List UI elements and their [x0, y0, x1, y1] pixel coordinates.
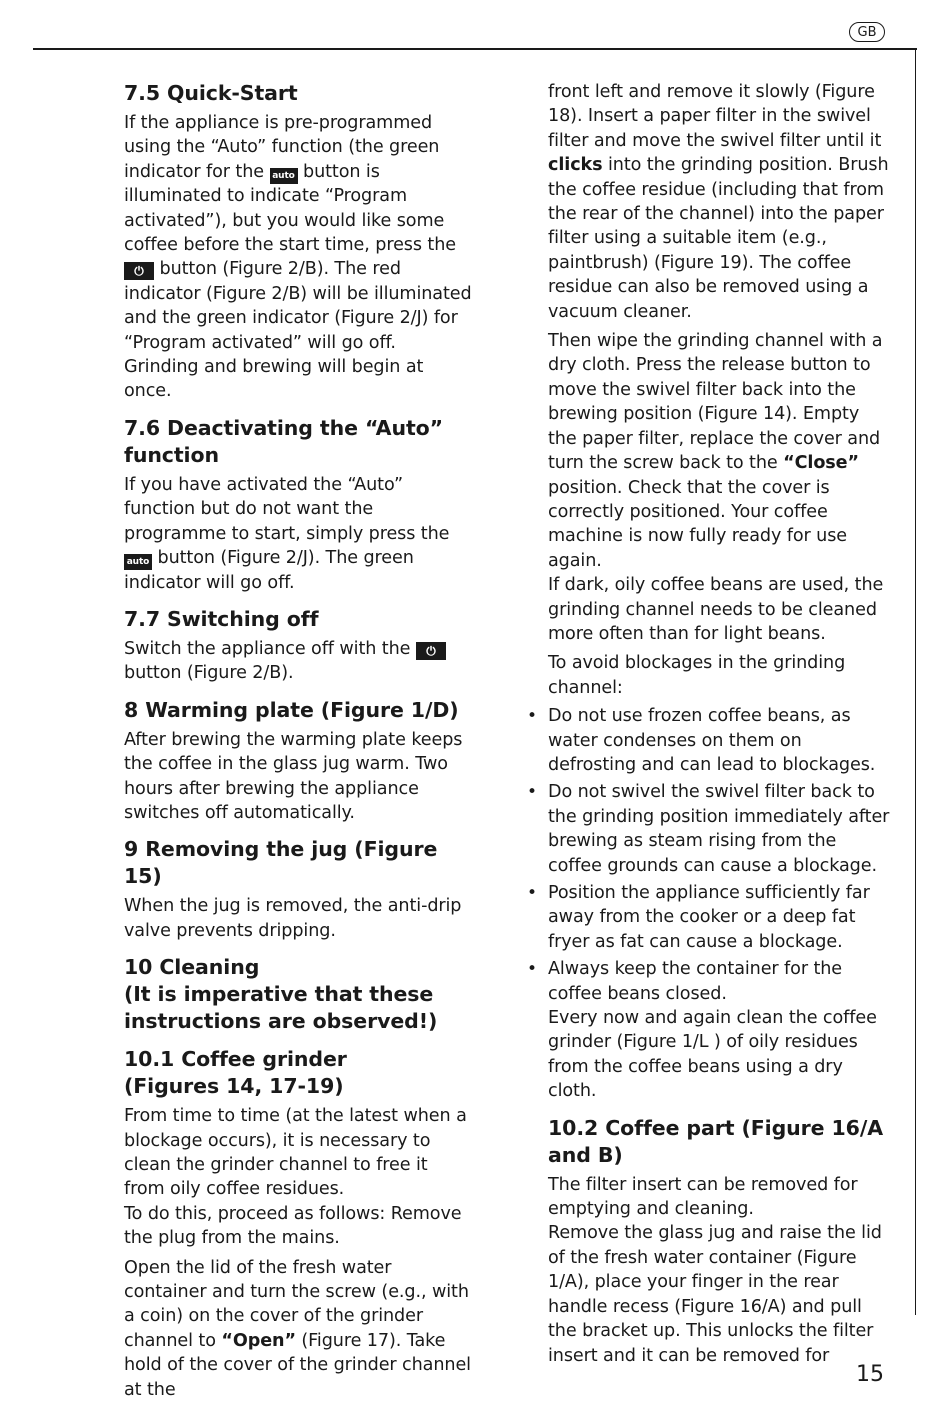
page-number: 15	[856, 1362, 884, 1387]
section-10-1-text-1: From time to time (at the latest when a blockage occurs), it is necessary to clean the grinder channel to free it from oily coffee residues.	[124, 1106, 467, 1200]
power-button-icon: ⏻	[416, 642, 446, 660]
section-8-title: 8 Warming plate (Figure 1/D)	[124, 697, 459, 722]
left-column	[124, 80, 472, 1402]
grinder-text-avoid: To avoid blockages in the grinding channel:	[548, 653, 846, 698]
auto-button-icon: auto	[270, 168, 298, 184]
right-column	[548, 80, 890, 1368]
section-10-2-title: 10.2 Coffee part (Figure 16/A and B)	[548, 1115, 883, 1167]
section-7-7-text: Switch the appliance off with the ⏻ button (Figure 2/B).	[124, 637, 472, 686]
grinder-text-continued: front left and remove it slowly (Figure 18). Insert a paper filter in the swivel filter and move the swivel filter until it clicks into the grinding position. Brush the coffee residue (including that from the rear of the channel) into the paper filter using a suitable item (e.g., paintbrush) (Figure 19). The coffee residue can also be removed using a vacuum cleaner.	[548, 82, 889, 322]
section-7-6-title: 7.6 Deactivating the “Auto” function	[124, 415, 443, 467]
power-button-icon: ⏻	[124, 262, 154, 280]
section-7-5-text: If the appliance is pre-programmed using the “Auto” function (the green indicator for the auto button is illuminated to indicate “Program activated”), but you would like some coffee before the start time, press the ⏻ button (Figure 2/B). The red indicator (Figure 2/B) will be illuminated and the green indicator (Figure 2/J) for “Program activated” will go off. Grinding and brewing will begin at once.	[124, 113, 472, 402]
section-10-2-text-1: The filter insert can be removed for emptying and cleaning.	[548, 1174, 858, 1220]
list-item: • Always keep the container for the coffee beans closed. Every now and again clean the coffee grinder (Figure 1/L ) of oily residues from the coffee beans using a dry cloth.	[548, 957, 890, 1103]
section-9-title: 9 Removing the jug (Figure 15)	[124, 837, 438, 889]
section-10-1-title: 10.1 Coffee grinder (Figures 14, 17-19)	[124, 1047, 347, 1099]
list-item: • Position the appliance sufficiently far away from the cooker or a deep fat fryer as fat can cause a blockage.	[548, 881, 890, 954]
blockage-tips-list	[548, 704, 890, 1104]
section-10-1-text-2: To do this, proceed as follows: Remove the plug from the mains.	[124, 1203, 462, 1249]
language-badge: GB	[849, 22, 885, 42]
list-item: • Do not use frozen coffee beans, as water condenses on them on defrosting and can lead to blockages.	[548, 704, 890, 777]
grinder-text-dark-beans: If dark, oily coffee beans are used, the grinding channel needs to be cleaned more often than for light beans.	[548, 575, 884, 644]
margin-rule	[915, 50, 916, 1315]
section-7-6-text: If you have activated the “Auto” function but do not want the programme to start, simply press the auto button (Figure 2/J). The green indicator will go off.	[124, 474, 450, 593]
section-7-7-title: 7.7 Switching off	[124, 606, 319, 631]
section-10-1-text-3: Open the lid of the fresh water container and turn the screw (e.g., with a coin) on the cover of the grinder channel to “Open” (Figure 17). Take hold of the cover of the grinder channel at the	[124, 1257, 471, 1400]
section-10-title: 10 Cleaning (It is imperative that these instructions are observed!)	[124, 955, 438, 1034]
header-rule	[33, 48, 917, 50]
section-9-text: When the jug is removed, the anti-drip valve prevents dripping.	[124, 896, 462, 941]
section-10-2-text-2: Remove the glass jug and raise the lid of the fresh water container (Figure 1/A), place your finger in the rear handle recess (Figure 16/A) and pull the bracket up. This unlocks the filter insert and it can be removed for	[548, 1223, 882, 1366]
grinder-clean-text: Every now and again clean the coffee grinder (Figure 1/L ) of oily residues from the coffee beans using a dry cloth.	[548, 1008, 877, 1102]
section-7-5-title: 7.5 Quick-Start	[124, 81, 298, 105]
grinder-text-wipe: Then wipe the grinding channel with a dry cloth. Press the release button to move the swivel filter back into the brewing position (Figure 14). Empty the paper filter, replace the cover and turn the screw back to the “Close” position. Check that the cover is correctly positioned. Your coffee machine is now fully ready for use again.	[548, 331, 883, 571]
list-item: • Do not swivel the swivel filter back to the grinding position immediately after brewing as steam rising from the coffee grounds can cause a blockage.	[548, 780, 890, 878]
auto-button-icon: auto	[124, 554, 152, 570]
section-8-text: After brewing the warming plate keeps the coffee in the glass jug warm. Two hours after brewing the appliance switches off automatically.	[124, 729, 463, 823]
